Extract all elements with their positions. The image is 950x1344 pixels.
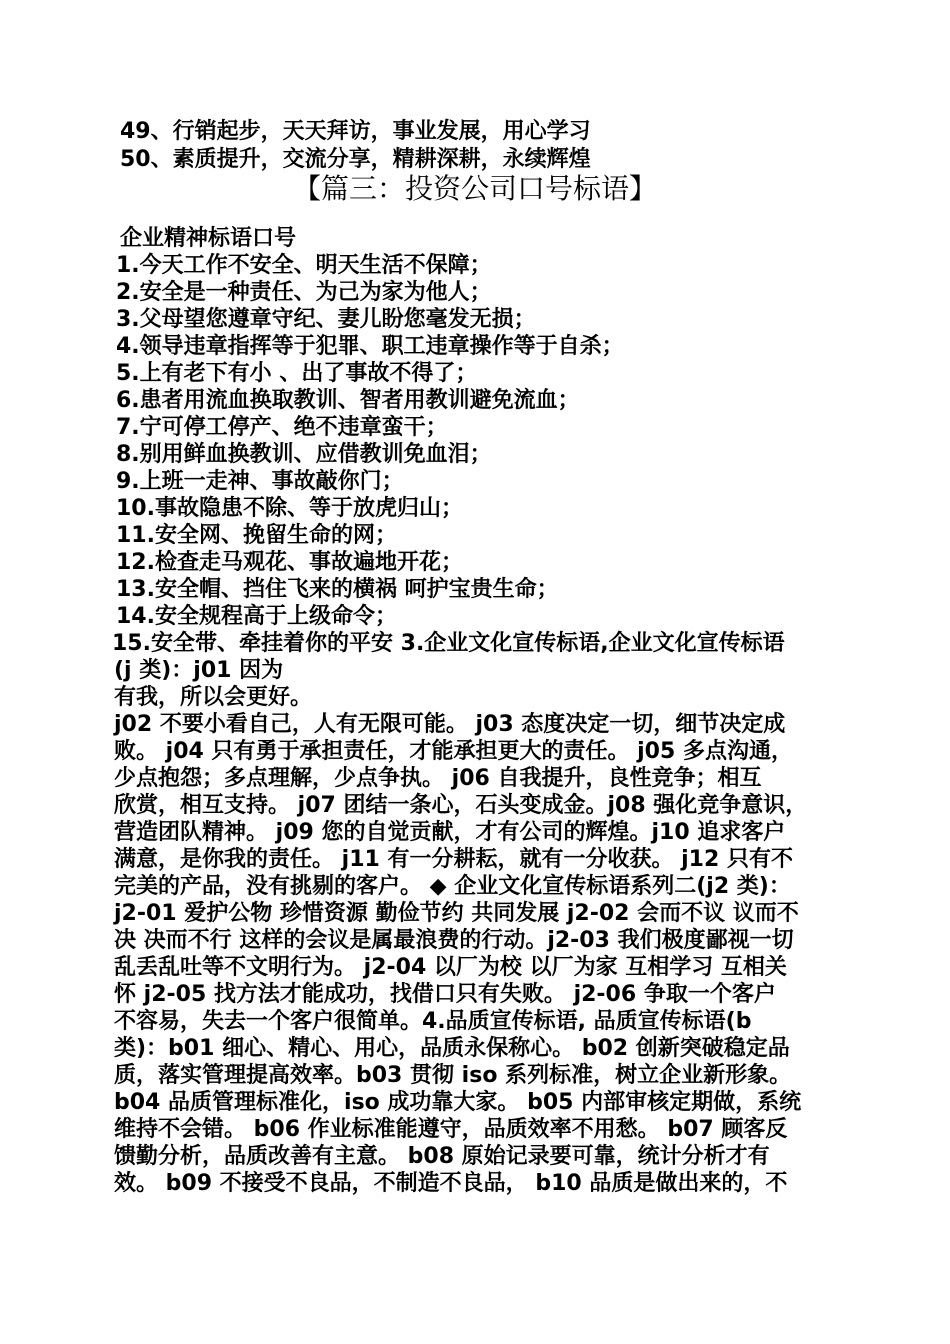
safety-slogan-item: 1.今天工作不安全、明天生活不保障； [116, 253, 492, 278]
paragraph-line: 欣赏，相互支持。 j07 团结一条心，石头变成金。j08 强化竞争意识， [114, 793, 808, 818]
safety-slogan-item: 8.别用鲜血换教训、应借教训免血泪； [116, 442, 492, 467]
slogan-line-49: 49、行销起步，天天拜访，事业发展，用心学习 [120, 119, 591, 144]
paragraph-line: 质，落实管理提高效率。b03 贯彻 iso 系列标准，树立企业新形象。 [114, 1063, 792, 1088]
paragraph-line: 类)：b01 细心、精心、用心，品质永保称心。 b02 创新突破稳定品 [114, 1036, 790, 1061]
safety-slogan-item: 7.宁可停工停产、绝不违章蛮干； [116, 415, 448, 440]
paragraph-line: 满意，是你我的责任。 j11 有一分耕耘，就有一分收获。 j12 只有不 [114, 847, 793, 872]
safety-slogan-item: 3.父母望您遵章守纪、妻儿盼您毫发无损； [116, 307, 536, 332]
paragraph-line: j02 不要小看自己，人有无限可能。 j03 态度决定一切，细节决定成 [114, 712, 786, 737]
section-heading: 【篇三：投资公司口号标语】 [293, 172, 658, 205]
paragraph-line: 营造团队精神。 j09 您的自觉贡献，才有公司的辉煌。j10 追求客户 [114, 820, 786, 845]
paragraph-line: 有我，所以会更好。 [114, 685, 313, 710]
safety-slogan-item: 6.患者用流血换取教训、智者用教训避免流血； [116, 388, 580, 413]
paragraph-line: 败。 j04 只有勇于承担责任，才能承担更大的责任。 j05 多点沟通， [114, 739, 793, 764]
paragraph-line: 少点抱怨；多点理解，少点争执。 j06 自我提升，良性竞争；相互 [114, 766, 762, 791]
safety-slogan-item: 9.上班一走神、事故敲你门； [116, 469, 404, 494]
safety-slogan-item: 10.事故隐患不除、等于放虎归山； [116, 496, 463, 521]
safety-slogan-item: 4.领导违章指挥等于犯罪、职工违章操作等于自杀； [116, 334, 624, 359]
safety-slogan-item: 2.安全是一种责任、为己为家为他人； [116, 280, 492, 305]
safety-slogan-item: 12.检查走马观花、事故遍地开花； [116, 550, 463, 575]
paragraph-line: 馈勤分析，品质改善有主意。 b08 原始记录要可靠，统计分析才有 [114, 1144, 770, 1169]
paragraph-line: 决 决而不行 这样的会议是属最浪费的行动。j2-03 我们极度鄙视一切 [114, 928, 794, 953]
safety-slogan-item: 11.安全网、挽留生命的网； [116, 523, 397, 548]
paragraph-line: 效。 b09 不接受不良品，不制造不良品， b10 品质是做出来的，不 [114, 1171, 788, 1196]
safety-slogan-item: 14.安全规程高于上级命令； [116, 604, 397, 629]
slogan-line-50: 50、素质提升，交流分享，精耕深耕，永续辉煌 [120, 147, 591, 172]
paragraph-line: 乱丢乱吐等不文明行为。 j2-04 以厂为校 以厂为家 互相学习 互相关 [114, 955, 787, 980]
section-title: 企业精神标语口号 [120, 226, 297, 251]
paragraph-line: j2-01 爱护公物 珍惜资源 勤俭节约 共同发展 j2-02 会而不议 议而不 [114, 901, 799, 926]
paragraph-line: 完美的产品，没有挑剔的客户。 ◆ 企业文化宣传标语系列二(j2 类)： [114, 874, 791, 899]
safety-slogan-item: 13.安全帽、挡住飞来的横祸 呵护宝贵生命； [116, 577, 559, 602]
paragraph-line: 维持不会错。 b06 作业标准能遵守，品质效率不用愁。 b07 顾客反 [114, 1117, 788, 1142]
paragraph-line: 怀 j2-05 找方法才能成功，找借口只有失败。 j2-06 争取一个客户 [114, 982, 776, 1007]
safety-slogan-item: 5.上有老下有小 、出了事故不得了； [116, 361, 478, 386]
paragraph-line: 15.安全带、牵挂着你的平安 3.企业文化宣传标语,企业文化宣传标语 [112, 631, 785, 656]
paragraph-line: b04 品质管理标准化，iso 成功靠大家。 b05 内部审核定期做，系统 [114, 1090, 802, 1115]
paragraph-line: 不容易，失去一个客户很简单。4.品质宣传标语, 品质宣传标语(b [114, 1009, 752, 1034]
paragraph-line: (j 类)：j01 因为 [114, 658, 284, 683]
